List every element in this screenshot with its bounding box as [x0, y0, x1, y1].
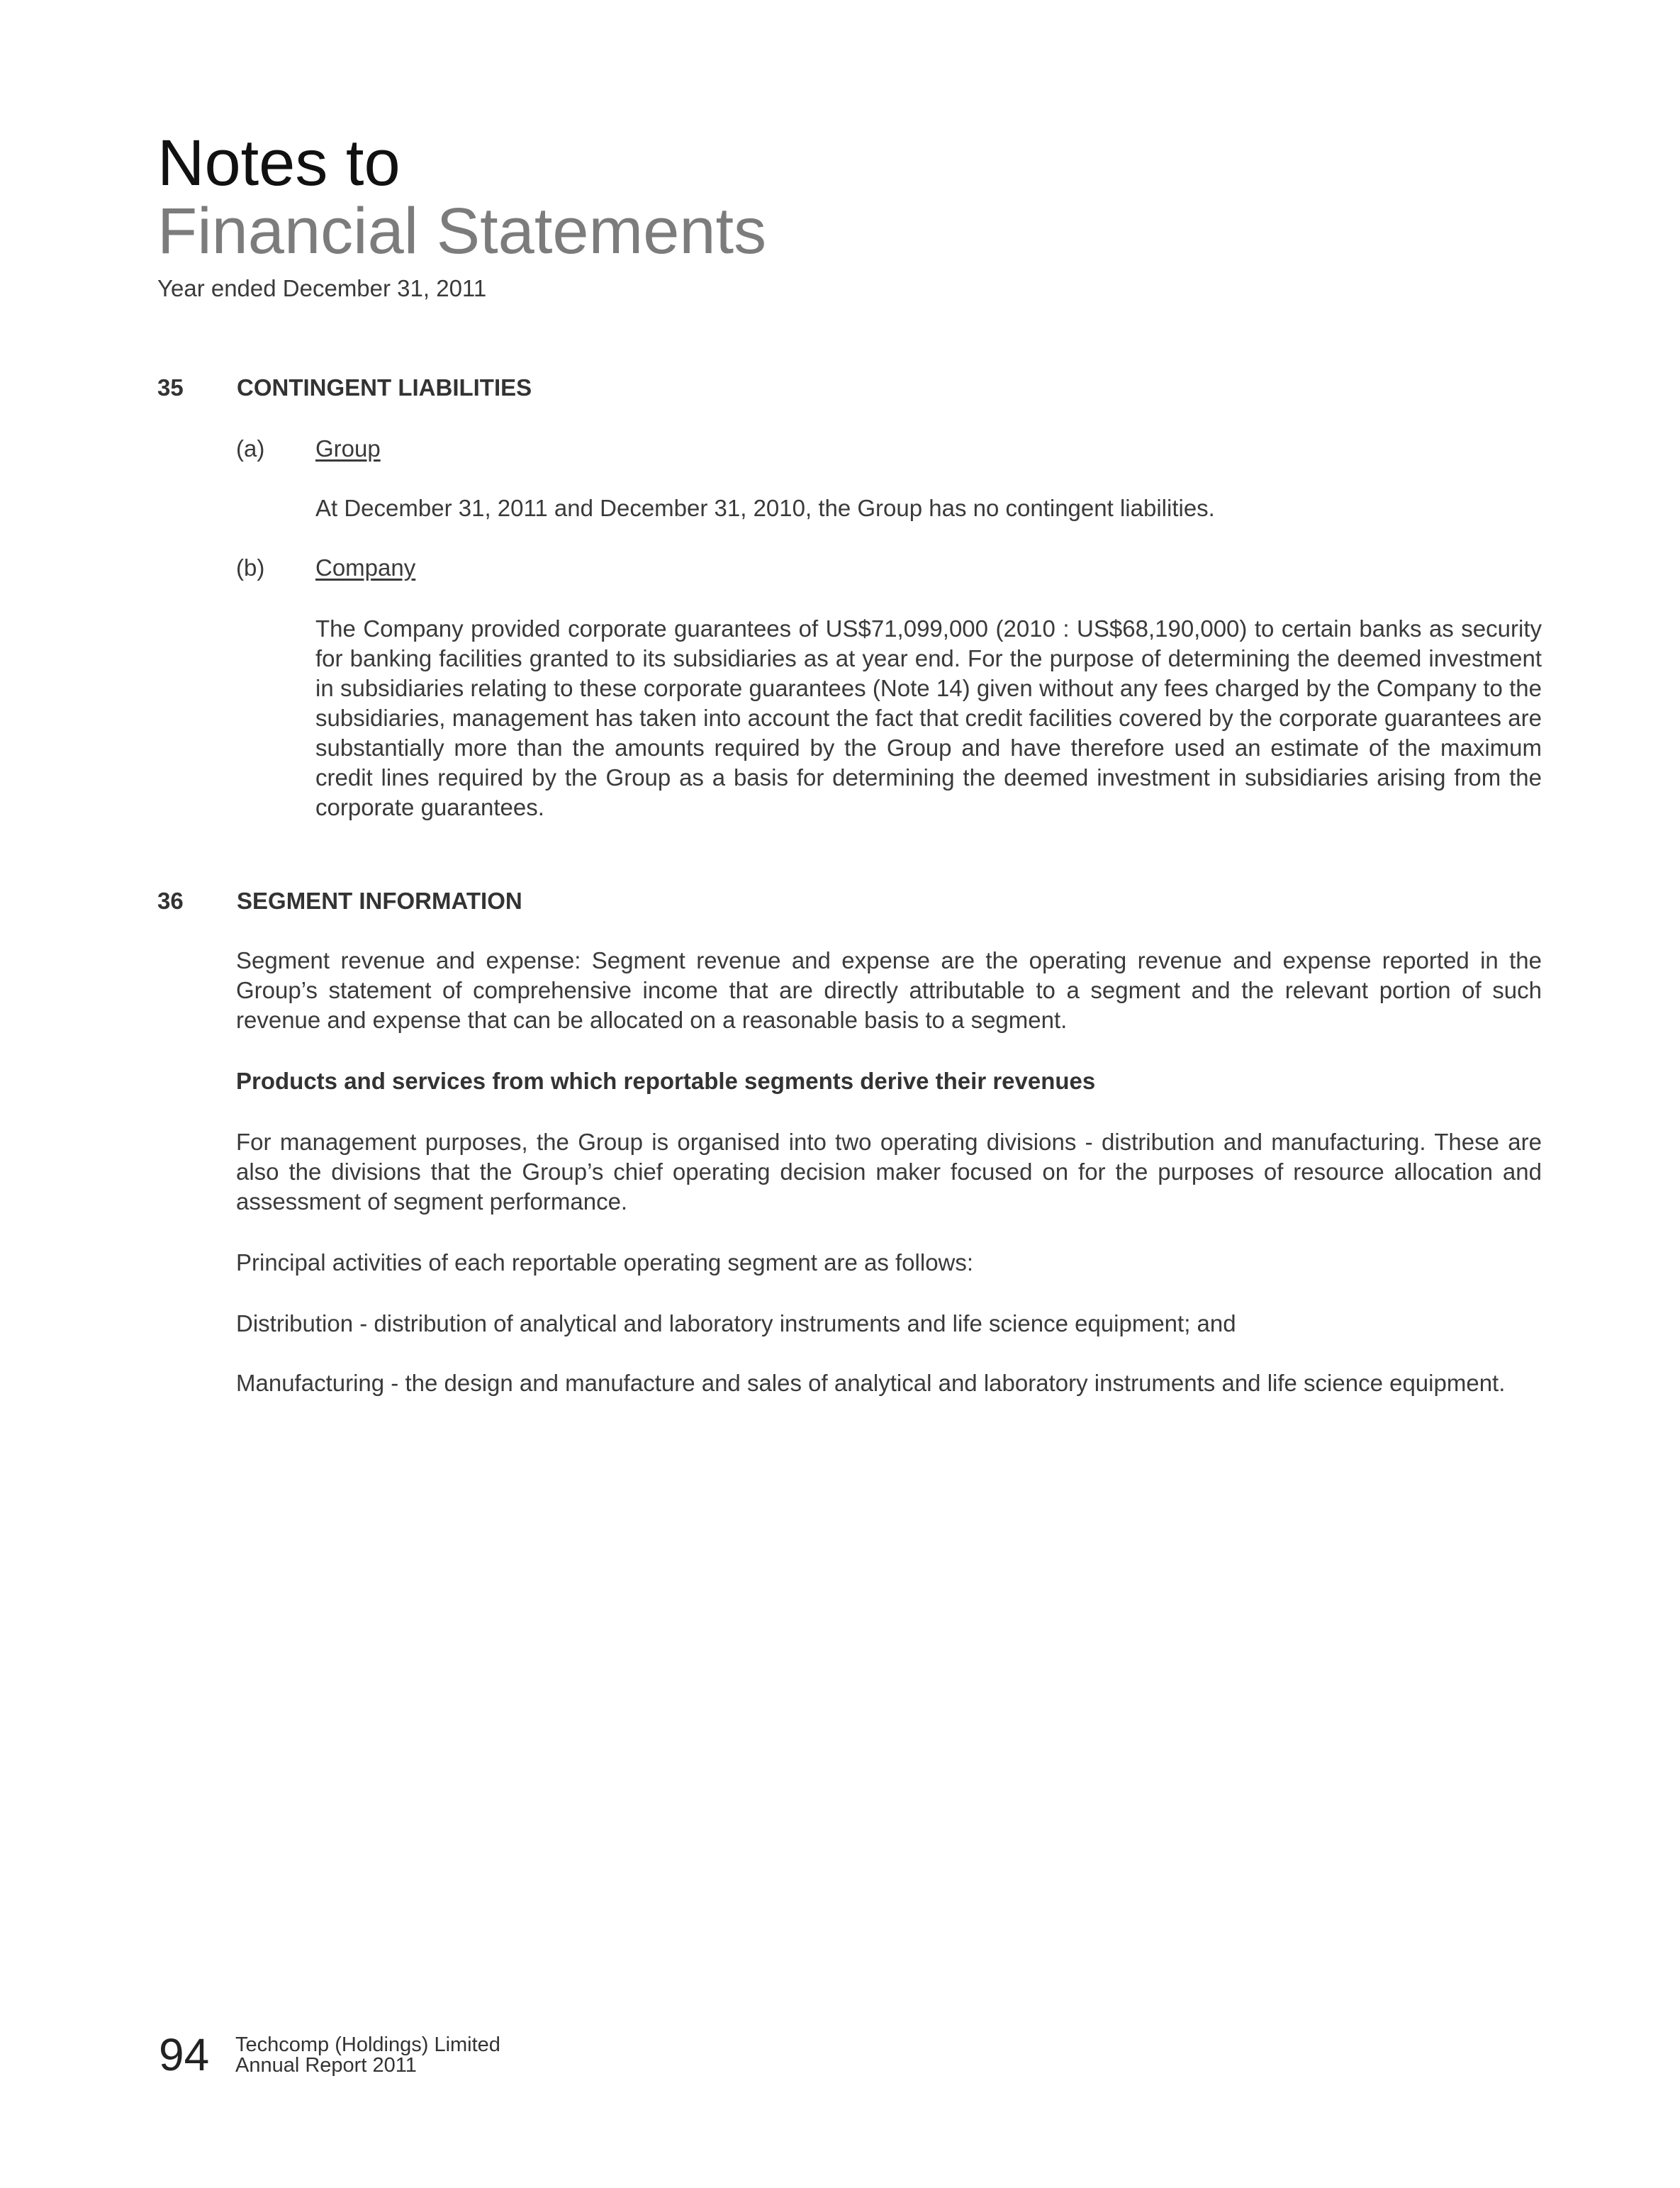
page-header	[157, 129, 766, 302]
section-35a-letter: (a)	[236, 435, 265, 462]
section-36-para2: For management purposes, the Group is organised into two operating divisions - distribution and manufacturing. These are also the divisions that the Group’s chief operating decision maker focused on for the purposes of resource allocation and assessment of segment performance.	[236, 1129, 1542, 1215]
section-36-para4: Distribution - distribution of analytical and laboratory instruments and life science equipment; and	[236, 1310, 1236, 1336]
section-36-para5: Manufacturing - the design and manufacture and sales of analytical and laboratory instruments and life science equipment.	[236, 1370, 1506, 1396]
section-35b-letter: (b)	[236, 554, 265, 581]
section-35-title: CONTINGENT LIABILITIES	[237, 374, 532, 401]
section-35a-text: At December 31, 2011 and December 31, 2010, the Group has no contingent liabilities.	[315, 495, 1215, 521]
section-35b-title: Company	[315, 554, 416, 581]
footer-company: Techcomp (Holdings) Limited	[235, 2033, 500, 2056]
section-36-para1: Segment revenue and expense: Segment revenue and expense are the operating revenue and expense reported in the Group’s statement of comprehensive income that are directly attributable to a segment and the relevant portion of such revenue and expense that can be allocated on a reasonable basis to a segment.	[236, 947, 1542, 1033]
page-title-line1: Notes to	[157, 127, 401, 199]
footer-report: Annual Report 2011	[235, 2054, 417, 2077]
section-36-subheading: Products and services from which reportable segments derive their revenues	[236, 1068, 1096, 1094]
section-35a-label	[236, 435, 381, 462]
section-35b-text: The Company provided corporate guarantees of US$71,099,000 (2010 : US$68,190,000) to certain banks as security for banking facilities granted to its subsidiaries as at year end. For the purpose of determining the deemed investment in subsidiaries relating to these corporate guarantees (Note 14) given without any fees charged by the Company to the subsidiaries, management has taken into account the fact that credit facilities covered by the corporate guarantees are substantially more than the amounts required by the Group and have therefore used an estimate of the maximum credit lines required by the Group as a basis for determining the deemed investment in subsidiaries arising from the corporate guarantees.	[315, 615, 1542, 820]
section-36-title: SEGMENT INFORMATION	[237, 888, 522, 914]
section-35-number: 35	[157, 374, 184, 401]
section-36-heading	[157, 888, 522, 915]
page-number: 94	[159, 2029, 210, 2080]
section-35-heading	[157, 374, 532, 401]
section-35b-label	[236, 554, 415, 581]
section-36-para3: Principal activities of each reportable operating segment are as follows:	[236, 1249, 974, 1276]
page-title-line2: Financial Statements	[157, 195, 767, 267]
section-36-number: 36	[157, 888, 184, 914]
page-subtitle: Year ended December 31, 2011	[157, 275, 487, 301]
section-35a-title: Group	[315, 435, 381, 462]
footer-text	[235, 2035, 500, 2076]
